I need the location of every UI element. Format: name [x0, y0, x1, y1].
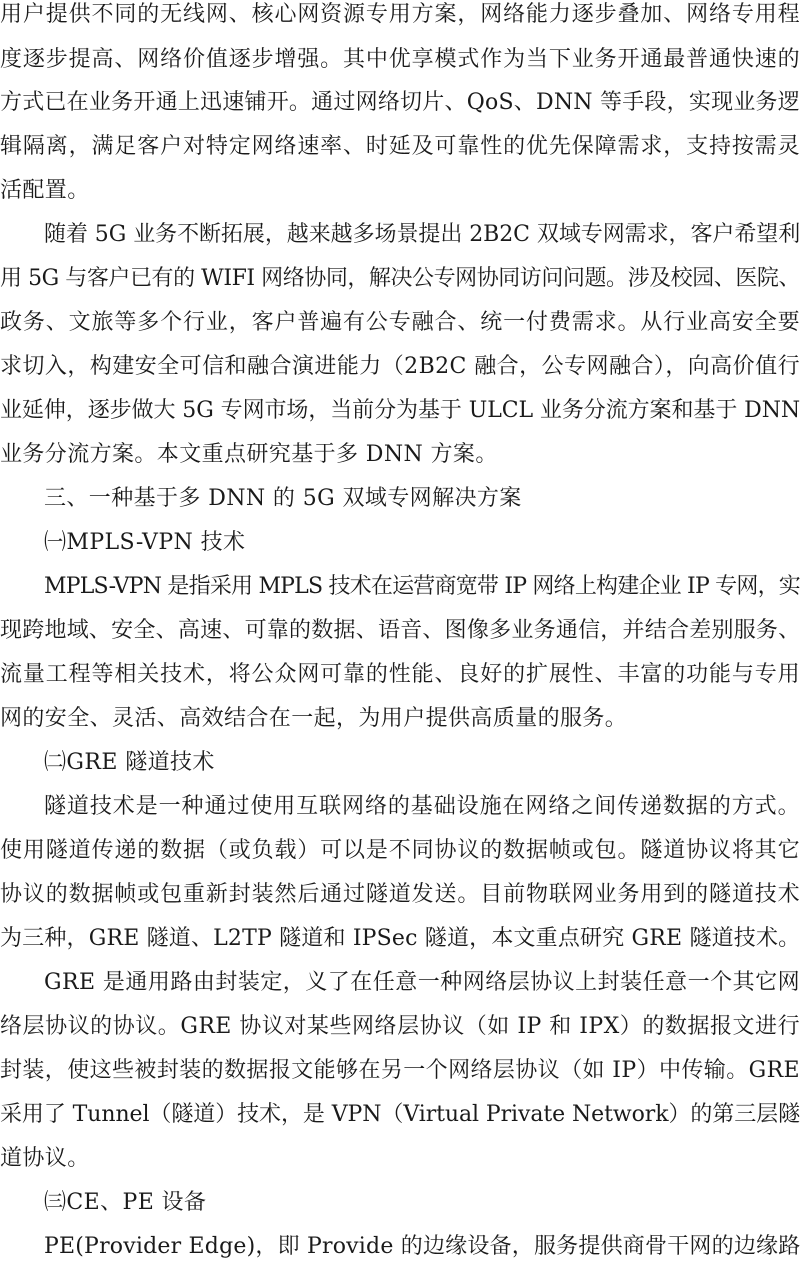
section-heading: 三、一种基于多 DNN 的 5G 双域专网解决方案 [44, 486, 522, 511]
text-line: 为三种，GRE 隧道、L2TP 隧道和 IPSec 隧道，本文重点研究 GRE 隧道技术。 [0, 926, 800, 951]
text-line: 流量工程等相关技术，将公众网可靠的性能、良好的扩展性、丰富的功能与专用 [0, 662, 800, 687]
text-line: MPLS-VPN 是指采用 MPLS 技术在运营商宽带 IP 网络上构建企业 IP 专网，实 [44, 574, 800, 599]
text-line: 活配置。 [0, 178, 90, 203]
text-line: GRE 是通用路由封装定，义了在任意一种网络层协议上封装任意一个其它网 [44, 970, 800, 995]
text-line: 求切入，构建安全可信和融合演进能力（2B2C 融合，公专网融合），向高价值行 [0, 354, 800, 379]
text-line: 用 5G 与客户已有的 WIFI 网络协同，解决公专网协同访问问题。涉及校园、医院、 [0, 266, 800, 291]
text-line: 辑隔离，满足客户对特定网络速率、时延及可靠性的优先保障需求，支持按需灵 [0, 134, 800, 159]
subsection-heading: ㈢CE、PE 设备 [44, 1190, 207, 1215]
text-line: 使用隧道传递的数据（或负载）可以是不同协议的数据帧或包。隧道协议将其它 [0, 838, 800, 863]
text-line: 现跨地域、安全、高速、可靠的数据、语音、图像多业务通信，并结合差别服务、 [0, 618, 800, 643]
text-line: 采用了 Tunnel（隧道）技术，是 VPN（Virtual Private Network）的第三层隧 [0, 1102, 800, 1127]
subsection-heading: ㈠MPLS-VPN 技术 [44, 530, 246, 555]
text-line: 隧道技术是一种通过使用互联网络的基础设施在网络之间传递数据的方式。 [44, 794, 800, 819]
text-line: 道协议。 [0, 1146, 90, 1171]
text-line: 用户提供不同的无线网、核心网资源专用方案，网络能力逐步叠加、网络专用程 [0, 2, 800, 27]
text-line: 方式已在业务开通上迅速铺开。通过网络切片、QoS、DNN 等手段，实现业务逻 [0, 90, 800, 115]
subsection-heading: ㈡GRE 隧道技术 [44, 750, 215, 775]
text-line: PE(Provider Edge)，即 Provide 的边缘设备，服务提供商骨干网的边缘路 [44, 1234, 800, 1259]
text-line: 封装，使这些被封装的数据报文能够在另一个网络层协议（如 IP）中传输。GRE [0, 1058, 800, 1083]
text-line: 业务分流方案。本文重点研究基于多 DNN 方案。 [0, 442, 498, 467]
text-line: 网的安全、灵活、高效结合在一起，为用户提供高质量的服务。 [0, 706, 628, 731]
text-line: 协议的数据帧或包重新封装然后通过隧道发送。目前物联网业务用到的隧道技术 [0, 882, 800, 907]
text-line: 度逐步提高、网络价值逐步增强。其中优享模式作为当下业务开通最普通快速的 [0, 47, 800, 72]
text-line: 政务、文旅等多个行业，客户普遍有公专融合、统一付费需求。从行业高安全要 [0, 310, 800, 335]
text-line: 随着 5G 业务不断拓展，越来越多场景提出 2B2C 双域专网需求，客户希望利 [44, 222, 800, 247]
text-line: 络层协议的协议。GRE 协议对某些网络层协议（如 IP 和 IPX）的数据报文进行 [0, 1014, 800, 1039]
text-line: 业延伸，逐步做大 5G 专网市场，当前分为基于 ULCL 业务分流方案和基于 DNN [0, 398, 800, 423]
